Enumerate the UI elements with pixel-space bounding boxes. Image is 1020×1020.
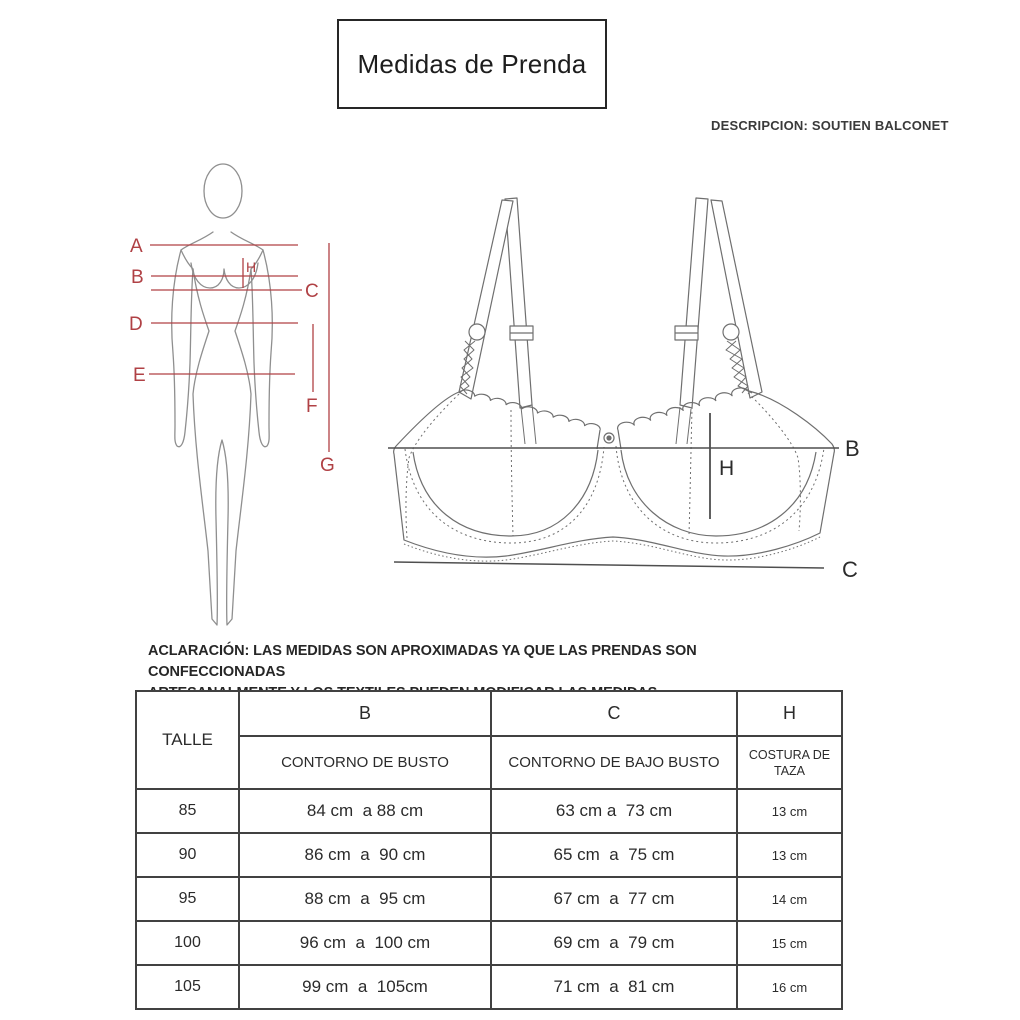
left-strap-ring [469, 324, 485, 340]
bra-label-b: B [845, 436, 860, 461]
right-strap-ring [723, 324, 739, 340]
right-strap-back-leg [680, 198, 708, 408]
table-row [136, 877, 842, 921]
label-a: A [130, 236, 143, 257]
left-underwire-stitch [405, 447, 604, 543]
cup-seam-value: 14 cm [737, 877, 842, 921]
table-row [136, 833, 842, 877]
size-value: 95 [136, 877, 239, 921]
bra-band-outline [394, 391, 835, 557]
bra-outline [394, 198, 835, 561]
mannequin-torso-legs [181, 232, 263, 625]
mannequin-right-arm [251, 250, 272, 447]
right-strap-stitch [676, 407, 691, 444]
label-b: B [131, 267, 144, 288]
label-h: H [246, 259, 257, 275]
table-row [136, 789, 842, 833]
table-row [136, 921, 842, 965]
under-bust-range: 65 cm a 75 cm [491, 833, 737, 877]
table-header-letter-row [136, 691, 842, 736]
header-letter-h: H [737, 691, 842, 736]
measurement-labels [129, 236, 335, 476]
under-bust-range: 67 cm a 77 cm [491, 877, 737, 921]
table-header-name-row [136, 736, 842, 789]
title-box [337, 19, 607, 109]
bust-range: 99 cm a 105cm [239, 965, 491, 1009]
under-bust-range: 69 cm a 79 cm [491, 921, 737, 965]
under-bust-range: 63 cm a 73 cm [491, 789, 737, 833]
center-bow-knot [607, 436, 611, 440]
mannequin-left-arm [172, 250, 193, 447]
mannequin-figure [172, 164, 273, 625]
left-cup-seam [511, 410, 513, 536]
header-costura-taza: COSTURA DE TAZA [737, 736, 842, 789]
bra-technical-drawing [385, 185, 877, 585]
bra-label-c: C [842, 557, 858, 582]
body-measurement-diagram [120, 150, 348, 642]
size-value: 105 [136, 965, 239, 1009]
right-wing-seam [748, 393, 800, 531]
header-contorno-bajo-busto: CONTORNO DE BAJO BUSTO [491, 736, 737, 789]
bra-measure-line-c [394, 562, 824, 568]
size-value: 100 [136, 921, 239, 965]
product-description: DESCRIPCION: SOUTIEN BALCONET [711, 118, 949, 133]
left-wing-seam [406, 394, 459, 538]
label-g: G [320, 455, 335, 476]
cup-seam-value: 13 cm [737, 789, 842, 833]
cup-seam-value: 13 cm [737, 833, 842, 877]
header-letter-c: C [491, 691, 737, 736]
cup-seam-value: 15 cm [737, 921, 842, 965]
label-f: F [306, 396, 318, 417]
left-strap-slider [510, 326, 533, 340]
right-strap-slider [675, 326, 698, 340]
header-contorno-busto: CONTORNO DE BUSTO [239, 736, 491, 789]
disclaimer-line-1: ACLARACIÓN: LAS MEDIDAS SON APROXIMADAS YA QUE LAS PRENDAS SON CONFECCIONADAS [148, 643, 697, 680]
header-talle: TALLE [136, 691, 239, 789]
bra-label-h: H [719, 457, 735, 480]
label-e: E [133, 365, 146, 386]
size-table [135, 690, 843, 1010]
left-strap-back-leg [505, 198, 532, 408]
bust-range: 84 cm a 88 cm [239, 789, 491, 833]
bust-range: 86 cm a 90 cm [239, 833, 491, 877]
cup-seam-value: 16 cm [737, 965, 842, 1009]
left-strap-stitch [521, 404, 536, 444]
size-value: 90 [136, 833, 239, 877]
bra-band-picot-trim [404, 537, 820, 561]
page-title: Medidas de Prenda [357, 48, 587, 79]
mannequin-head [204, 164, 242, 218]
under-bust-range: 71 cm a 81 cm [491, 965, 737, 1009]
left-strap-front-leg [459, 200, 513, 399]
size-value: 85 [136, 789, 239, 833]
right-strap-pair [675, 198, 762, 444]
bra-measure-labels [719, 436, 860, 582]
bust-range: 88 cm a 95 cm [239, 877, 491, 921]
table-row [136, 965, 842, 1009]
bust-range: 96 cm a 100 cm [239, 921, 491, 965]
header-letter-b: B [239, 691, 491, 736]
right-strap-front-leg [711, 200, 762, 398]
label-d: D [129, 314, 143, 335]
label-c: C [305, 281, 319, 302]
